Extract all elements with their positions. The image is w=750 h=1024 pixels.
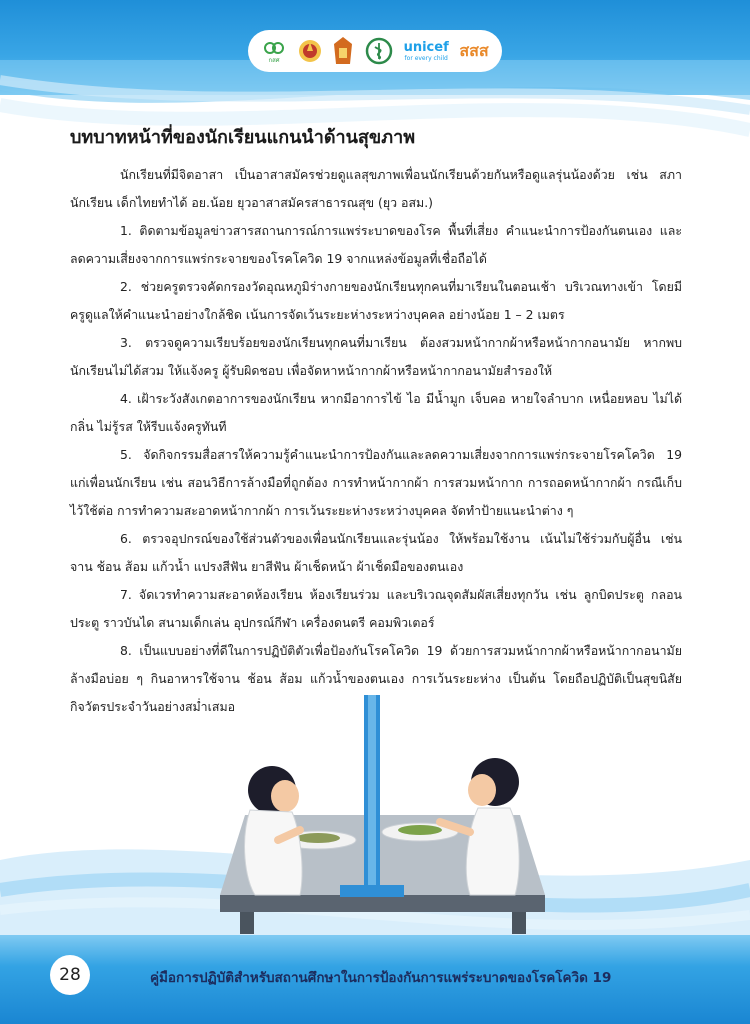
list-item: 2. ช่วยครูตรวจคัดกรองวัดอุณหภูมิร่างกายของนักเรียนทุกคนที่มาเรียนในตอนเช้า บริเวณทางเข้า โดยมีครูดูแลให้คำแนะนำอย่างใกล้ชิด เน้นการจัดเว้นระยะห่างระหว่างบุคคล อย่างน้อย 1 – 2 เมตร bbox=[70, 279, 682, 322]
thaihealth-logo bbox=[261, 38, 287, 64]
students-eating-illustration bbox=[0, 690, 750, 940]
list-item: 4. เฝ้าระวังสังเกตอาการของนักเรียน หากมีอาการไข้ ไอ มีน้ำมูก เจ็บคอ หายใจลำบาก เหนื่อยหอบ ไม่ได้กลิ่น ไม่รู้รส ให้รีบแจ้งครูทันที bbox=[70, 391, 682, 434]
ministry-education-logo bbox=[298, 36, 322, 66]
main-content bbox=[70, 122, 682, 721]
list-item: 6. ตรวจอุปกรณ์ของใช้ส่วนตัวของเพื่อนนักเรียนและรุ่นน้อง ให้พร้อมใช้งาน เน้นไม่ใช้ร่วมกับผู้อื่น เช่น จาน ช้อน ส้อม แก้วน้ำ แปรงสีฟัน ยาสีฟัน ผ้าเช็ดหน้า ผ้าเช็ดมือของตนเอง bbox=[70, 531, 682, 574]
ministry-public-health-logo bbox=[365, 37, 393, 65]
svg-text:กสศ: กสศ bbox=[268, 57, 280, 64]
list-item: 3. ตรวจดูความเรียบร้อยของนักเรียนทุกคนที่มาเรียน ต้องสวมหน้ากากผ้าหรือหน้ากากอนามัย หากพบนักเรียนไม่ได้สวม ให้แจ้งครู ผู้รับผิดชอบ เพื่อจัดหาหน้ากากผ้าหรือหน้ากากอนามัยสำรองให้ bbox=[70, 335, 682, 378]
list-item: 5. จัดกิจกรรมสื่อสารให้ความรู้คำแนะนำการป้องกันและลดความเสี่ยงจากการแพร่กระจายโรคโควิด 19 แก่เพื่อนนักเรียน เช่น สอนวิธีการล้างมือที่ถูกต้อง การทำหน้ากากผ้า การสวมหน้ากาก การถอดหน้ากากผ้า กรณีเก็บไว้ใช้ต่อ การทำความสะอาดหน้ากากผ้า การเว้นระยะห่างระหว่างบุคคล จัดทำป้ายแนะนำต่าง ๆ bbox=[70, 447, 682, 518]
intro-paragraph: นักเรียนที่มีจิตอาสา เป็นอาสาสมัครช่วยดูแลสุขภาพเพื่อนนักเรียนด้วยกันหรือดูแลรุ่นน้องด้วย เช่น สภานักเรียน เด็กไทยทำได้ อย.น้อย ยุวอาสาสมัครสาธารณสุข (ยุว อสม.) bbox=[70, 167, 682, 210]
obec-logo bbox=[332, 36, 354, 66]
section-title: บทบาทหน้าที่ของนักเรียนแกนนำด้านสุขภาพ bbox=[70, 127, 416, 148]
sss-logo: สสส bbox=[459, 41, 489, 60]
footer-title: คู่มือการปฏิบัติสำหรับสถานศึกษาในการป้องกันการแพร่ระบาดของโรคโควิด 19 bbox=[150, 970, 612, 986]
partner-logo-bar bbox=[248, 30, 502, 72]
list-item: 7. จัดเวรทำความสะอาดห้องเรียน ห้องเรียนร่วม และบริเวณจุดสัมผัสเสี่ยงทุกวัน เช่น ลูกบิดประตู กลอนประตู ราวบันได สนามเด็กเล่น อุปกรณ์กีฬา เครื่องดนตรี คอมพิวเตอร์ bbox=[70, 587, 682, 630]
list-item: 8. เป็นแบบอย่างที่ดีในการปฏิบัติตัวเพื่อป้องกันโรคโควิด 19 ด้วยการสวมหน้ากากผ้าหรือหน้ากากอนามัย ล้างมือบ่อย ๆ กินอาหารใช้จาน ช้อน ส้อม แก้วน้ำของตนเอง การเว้นระยะห่าง เป็นต้น โดยถือปฏิบัติเป็นสุขนิสัยกิจวัตรประจำวันอย่างสม่ำเสมอ bbox=[70, 643, 682, 714]
list-item: 1. ติดตามข้อมูลข่าวสารสถานการณ์การแพร่ระบาดของโรค พื้นที่เสี่ยง คำแนะนำการป้องกันตนเอง และลดความเสี่ยงจากการแพร่กระจายของโรคโควิด 19 จากแหล่งข้อมูลที่เชื่อถือได้ bbox=[70, 223, 682, 266]
page-number: 28 bbox=[50, 955, 90, 995]
unicef-logo: unicef for every child bbox=[403, 39, 449, 62]
